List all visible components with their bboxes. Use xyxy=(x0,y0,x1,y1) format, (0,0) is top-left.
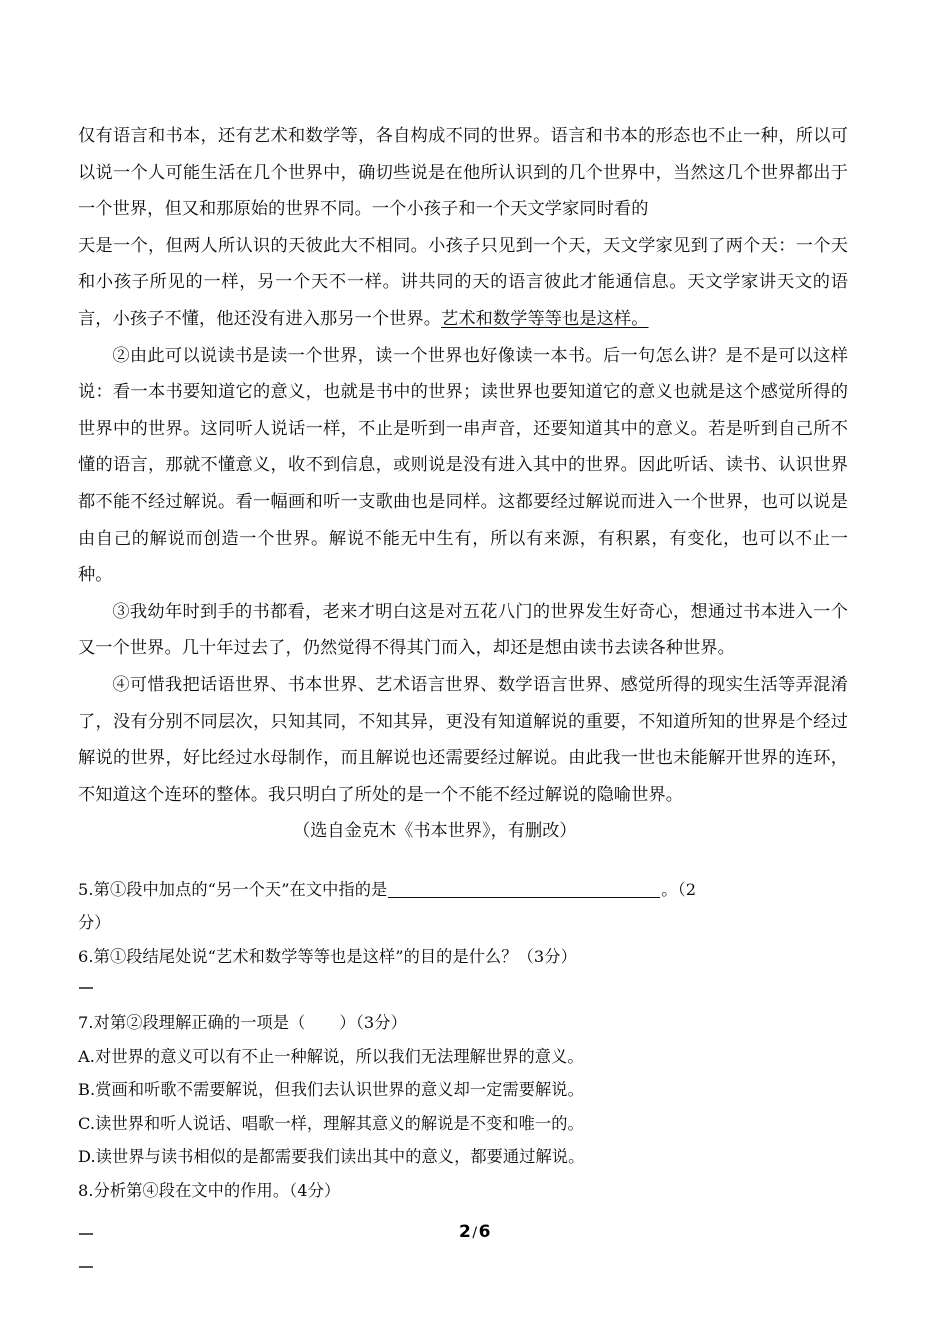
question-6-number: 6. xyxy=(78,946,94,966)
page-content xyxy=(78,118,848,1286)
question-5-prefix: 第①段中加点的“另一个天”在文中指的是 xyxy=(93,879,388,899)
question-7-number: 7. xyxy=(78,1013,94,1033)
question-6-text: 第①段结尾处说“艺术和数学等等也是这样”的目的是什么？（3分） xyxy=(93,946,577,966)
page-number-current: 2 xyxy=(459,1222,472,1242)
question-6-answer-line[interactable] xyxy=(78,973,848,1006)
passage-paragraph-4: ③我幼年时到手的书都看，老来才明白这是对五花八门的世界发生好奇心，想通过书本进入一个又一个世界。几十年过去了，仍然觉得不得其门而入，却还是想由读书去读各种世界。 xyxy=(78,601,848,659)
passage-paragraph-5: ④可惜我把话语世界、书本世界、艺术语言世界、数学语言世界、感觉所得的现实生活等弄混淆了，没有分别不同层次，只知其同，不知其异，更没有知道解说的重要，不知道所知的世界是个经过解说的世界，好比经过水母制作，而且解说也还需要经过解说。由此我一世也未能解开世界的连环，不知道这个连环的整体。我只明白了所处的是一个不能不经过解说的隐喻世界。 xyxy=(78,674,848,805)
question-5-number: 5. xyxy=(78,879,94,899)
question-7-prefix: 对第②段理解正确的一项是（ xyxy=(93,1013,306,1033)
source-attribution: （选自金克木《书本世界》，有删改） xyxy=(293,821,577,842)
answer-dash-icon xyxy=(79,987,93,989)
answer-dash-icon xyxy=(79,1266,93,1268)
option-a-label: A. xyxy=(78,1046,96,1066)
page-number-total: 6 xyxy=(478,1222,491,1242)
option-d-text: 读世界与读书相似的是都需要我们读出其中的意义，都要通过解说。 xyxy=(95,1147,585,1167)
page-number-separator: / xyxy=(472,1225,478,1241)
option-b-label: B. xyxy=(78,1080,96,1100)
question-7-option-d[interactable] xyxy=(78,1140,848,1173)
option-a-text: 对世界的意义可以有不止一种解说，所以我们无法理解世界的意义。 xyxy=(95,1046,584,1066)
spacer xyxy=(78,1207,848,1219)
page-footer xyxy=(0,1222,950,1242)
question-6 xyxy=(78,940,848,973)
underlined-sentence: 艺术和数学等等也是这样。 xyxy=(441,308,649,329)
question-8-text: 分析第④段在文中的作用。（4分） xyxy=(93,1180,341,1200)
question-5-answer-blank[interactable] xyxy=(388,897,660,898)
question-8-number: 8. xyxy=(78,1180,94,1200)
option-c-label: C. xyxy=(78,1113,96,1133)
question-8 xyxy=(78,1174,848,1207)
question-5 xyxy=(78,873,848,906)
question-7-option-a[interactable] xyxy=(78,1040,848,1073)
question-5-suffix: 。（2 xyxy=(661,879,697,899)
passage-paragraph-2-lead: 天是一个，但两人所认识的天彼此大不相同。小孩子只见到一个天，天文学家见到了两个天：一个天和小孩子所见的一样，另一个天不一样。讲共同的天的语言彼此才能通信息。天文学家讲天文的语言，小孩子不懂，他还没有进入那另一个世界。 xyxy=(78,235,848,329)
question-7-option-b[interactable] xyxy=(78,1073,848,1106)
passage-paragraph-1: 仅有语言和书本，还有艺术和数学等，各自构成不同的世界。语言和书本的形态也不止一种，所以可以说一个人可能生活在几个世界中，确切些说是在他所认识到的几个世界中，当然这几个世界都出于一个世界，但又和那原始的世界不同。一个小孩子和一个天文学家同时看的 xyxy=(78,126,848,220)
passage-paragraph-3: ②由此可以说读书是读一个世界，读一个世界也好像读一本书。后一句怎么讲？是不是可以这样说：看一本书要知道它的意义，也就是书中的世界；读世界也要知道它的意义也就是这个感觉所得的世界中的世界。这同听人说话一样，不止是听到一串声音，还要知道其中的意义。若是听到自己所不懂的语言，那就不懂意义，收不到信息，或则说是没有进入其中的世界。因此听话、读书、认识世界都不能不经过解说。看一幅画和听一支歌曲也是同样。这都要经过解说而进入一个世界，也可以说是由自己的解说而创造一个世界。解说不能无中生有，所以有来源，有积累，有变化，也可以不止一种。 xyxy=(78,345,848,586)
question-8-answer-line-2[interactable] xyxy=(78,1252,848,1285)
question-7-option-c[interactable] xyxy=(78,1107,848,1140)
option-b-text: 赏画和听歌不需要解说，但我们去认识世界的意义却一定需要解说。 xyxy=(95,1080,584,1100)
question-5-continuation: 分） xyxy=(78,913,111,933)
passage-paragraph-2 xyxy=(78,228,848,338)
question-7 xyxy=(78,1006,848,1039)
question-7-suffix: ）（3分） xyxy=(339,1013,407,1033)
option-c-text: 读世界和听人说话、唱歌一样，理解其意义的解说是不变和唯一的。 xyxy=(95,1113,584,1133)
option-d-label: D. xyxy=(78,1147,96,1167)
